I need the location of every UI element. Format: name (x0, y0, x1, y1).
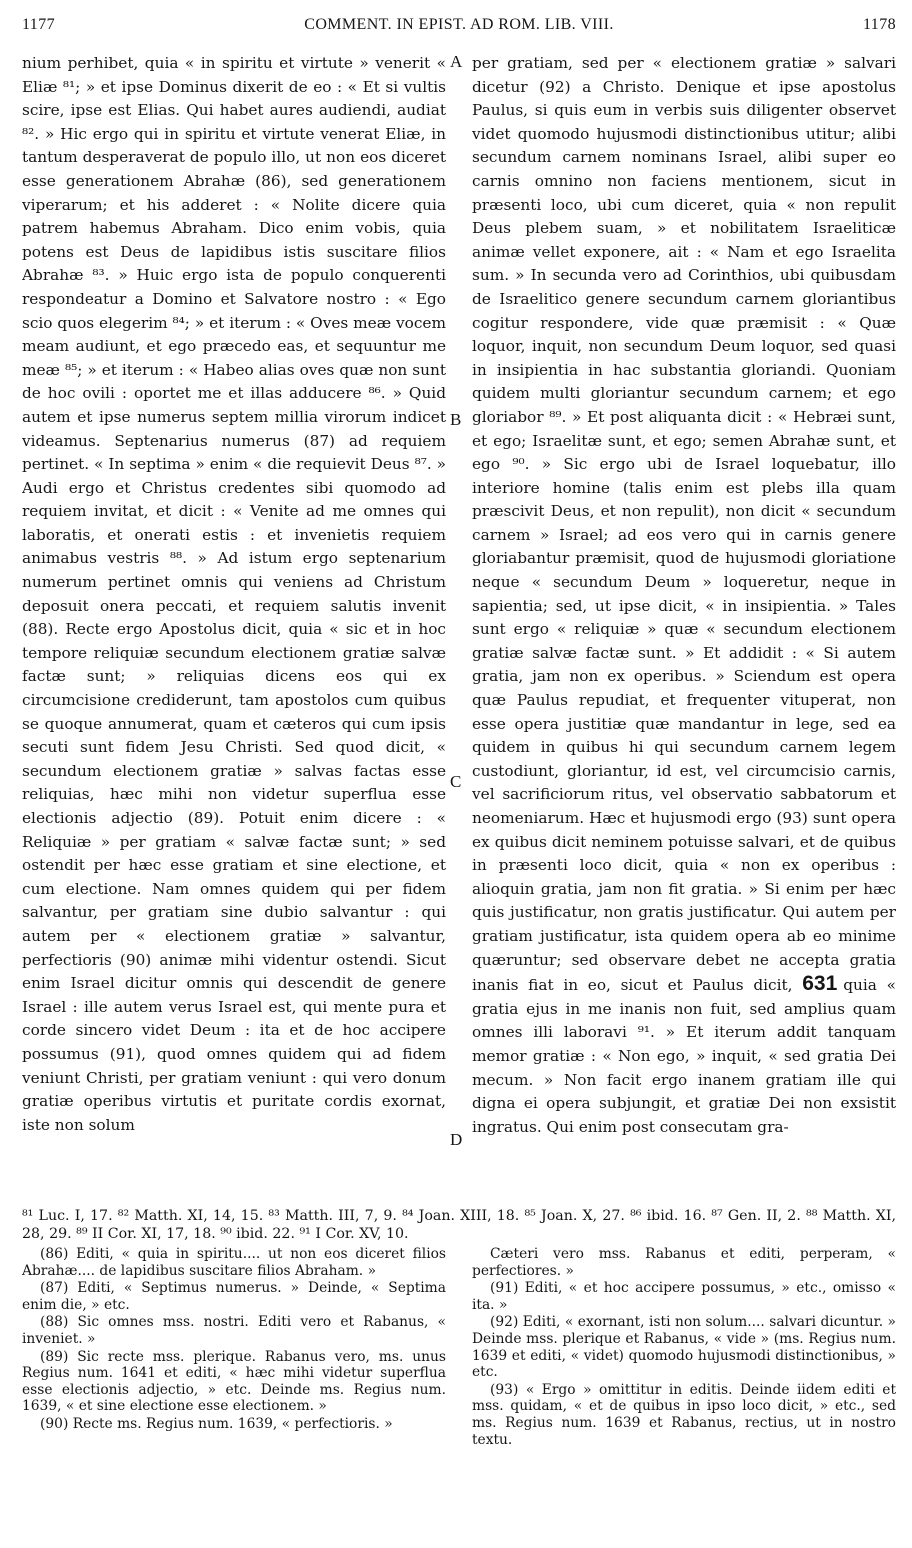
chapter-number: 631 (802, 972, 838, 996)
footnotes-left (22, 1246, 446, 1434)
left-page-number: 1177 (22, 16, 56, 33)
margin-marker-b: B (450, 410, 462, 429)
left-column-text (22, 52, 446, 1207)
margin-marker-c: C (450, 772, 462, 791)
footnote: (87) Editi, « Septimus numerus. » Deinde, « Septima enim die, » etc. (22, 1280, 446, 1313)
footnotes-right (472, 1246, 896, 1449)
right-text-after: quia « gratia ejus in me inanis non fuit, sed amplius quam omnes illi laboravi ⁹¹. » Et iterum addit tanquam memor gratiæ : « Non ego, » inquit, « sed gratia Dei mecum. » Non facit ergo inanem gratiam ille qui digna ei opera subjungit, et gratiæ Dei non exsistit ingratus. Qui enim post consecutam gra- (472, 976, 896, 1136)
footnote: (86) Editi, « quia in spiritu.... ut non eos diceret filios Abrahæ.... de lapidibus suscitare filios Abraham. » (22, 1246, 446, 1279)
margin-marker-d: D (450, 1130, 463, 1149)
footnote: (92) Editi, « exornant, isti non solum.... salvari dicuntur. » Deinde mss. plerique et Rabanus, « vide » (ms. Regius num. 1639 et editi, « videt) quomodo hujusmodi distinctionibus, » etc. (472, 1314, 896, 1381)
footnote: (88) Sic omnes mss. nostri. Editi vero et Rabanus, « inveniet. » (22, 1314, 446, 1347)
running-header (22, 16, 896, 42)
scripture-references: ⁸¹ Luc. I, 17. ⁸² Matth. XI, 14, 15. ⁸³ Matth. III, 7, 9. ⁸⁴ Joan. XIII, 18. ⁸⁵ Joan. X, 27. ⁸⁶ ibid. 16. ⁸⁷ Gen. II, 2. ⁸⁸ Matth. XI, 28, 29. ⁸⁹ II Cor. XI, 17, 18. ⁹⁰ ibid. 22. ⁹¹ I Cor. XV, 10. (22, 1208, 896, 1242)
right-column-paragraph (472, 52, 896, 1139)
footnote: (91) Editi, « et hoc accipere possumus, » etc., omisso « ita. » (472, 1280, 896, 1313)
footnote: Cæteri vero mss. Rabanus et editi, perperam, « perfectiores. » (472, 1246, 896, 1279)
margin-marker-a: A (450, 52, 463, 71)
right-column-text (472, 52, 896, 1207)
left-column-paragraph: nium perhibet, quia « in spiritu et virtute » venerit « Eliæ ⁸¹; » et ipse Dominus dixerit de eo : « Et si vultis scire, ipse est Elias. Qui habet aures audiendi, audiat ⁸². » Hic ergo qui in spiritu et virtute venerat Eliæ, in tantum desperaverat de populo illo, ut non eos diceret esse generationem Abrahæ (86), sed generationem viperarum; et his adderet : « Nolite dicere quia patrem habemus Abraham. Dico enim vobis, quia potens est Deus de lapidibus istis suscitare filios Abrahæ ⁸³. » Huic ergo ista de populo conquerenti respondeatur a Domino et Salvatore nostro : « Ego scio quos elegerim ⁸⁴; » et iterum : « Oves meæ vocem meam audiunt, et ego præcedo eas, et sequuntur me meæ ⁸⁵; » et iterum : « Habeo alias oves quæ non sunt de hoc ovili : oportet me et illas adducere ⁸⁶. » Quid autem et ipse numerus septem millia virorum indicet videamus. Septenarius numerus (87) ad requiem pertinet. « In septima » enim « die requievit Deus ⁸⁷. » Audi ergo et Christus credentes sibi quomodo ad requiem invitat, et dicit : « Venite ad me omnes qui laboratis, et onerati estis : et invenietis requiem animabus vestris ⁸⁸. » Ad istum ergo septenarium numerum pertinet omnis qui veniens ad Christum deposuit onera peccati, et requiem salutis invenit (88). Recte ergo Apostolus dicit, quia « sic et in hoc tempore reliquiæ secundum electionem gratiæ salvæ factæ sunt; » reliquias dicens eos qui ex circumcisione crediderunt, tam apostolos cum quibus se quoque annumerat, quam et cæteros qui cum ipsis secuti sunt fidem Jesu Christi. Sed quod dicit, « secundum electionem gratiæ » salvas factas esse reliquias, hæc mihi non videtur superflua esse electionis adjectio (89). Potuit enim dicere : « Reliquiæ » per gratiam « salvæ factæ sunt; » sed ostendit per hæc esse gratiam et sine electione, et cum electione. Nam omnes quidem qui per fidem salvantur, per gratiam sine dubio salvantur : qui autem per « electionem gratiæ » salvantur, perfectioris (90) animæ mihi videntur ostendi. Sicut enim Israel dicitur omnis qui descendit de genere Israel : ille autem verus Israel est, qui mente pura et corde sincero videt Deum : ita et de hoc accipere possumus (91), quod omnes quidem qui ad fidem veniunt Christi, per gratiam veniunt : qui vero donum gratiæ operibus virtutis et puritate cordis exornat, iste non solum (22, 54, 446, 1134)
footnote: (89) Sic recte mss. plerique. Rabanus vero, ms. unus Regius num. 1641 et editi, « hæc mihi videtur superflua esse electionis adjectio, » etc. Deinde ms. Regius num. 1639, « et sine electione esse electionem. » (22, 1348, 446, 1415)
running-title: COMMENT. IN EPIST. AD ROM. LIB. VIII. (304, 16, 614, 33)
footnote: (90) Recte ms. Regius num. 1639, « perfectioris. » (40, 1415, 393, 1432)
right-text-before: per gratiam, sed per « electionem gratiæ » salvari dicetur (92) a Christo. Denique et ipse apostolus Paulus, si quis eum in verbis suis diligenter observet videt quomodo hujusmodi distinctionibus utitur; alibi secundum carnem nominans Israel, alibi super eo carnis omnino non faciens mentionem, sicut in præsenti loco, ubi cum diceret, quia « non repulit Deus plebem suam, » et nobilitatem Israeliticæ animæ vellet exponere, ait : « Nam et ego Israelita sum. » In secunda vero ad Corinthios, ubi quibusdam de Israelitico genere secundum carnem gloriantibus cogitur respondere, vide quæ præmisit : « Quæ loquor, inquit, non secundum Deum loquor, sed quasi in insipientia in hac substantia gloriandi. Quoniam quidem multi gloriantur secundum carnem; et ego gloriabor ⁸⁹. » Et post aliquanta dicit : « Hebræi sunt, et ego; Israelitæ sunt, et ego; semen Abrahæ sunt, et ego ⁹⁰. » Sic ergo ubi de Israel loquebatur, illo interiore homine (talis enim est plebs illa quam præscivit Deus, et non repulit), non dicit « secundum carnem » Israel; ad eos vero qui in carnis genere gloriabantur præmisit, quod de hujusmodi gloriatione neque « secundum Deum » loqueretur, neque in sapientia; sed, ut ipse dicit, « in insipientia. » Tales sunt ergo « reliquiæ » quæ « secundum electionem gratiæ salvæ factæ sunt. » Et addidit : « Si autem gratia, jam non ex operibus. » Sciendum est opera quæ Paulus repudiat, et frequenter vituperat, non esse opera justitiæ quæ mandantur in lege, sed ea quidem in quibus hi qui secundum carnem legem custodiunt, gloriantur, id est, vel circumcisio carnis, vel sacrificiorum ritus, vel observatio sabbatorum et neomeniarum. Hæc et hujusmodi ergo (93) sunt opera ex quibus dicit neminem potuisse salvari, et de quibus in præsenti loco dicit, quia « non ex operibus : alioquin gratia, jam non fit gratia. » Si enim per hæc quis justificatur, non gratis justificatur. Qui autem per gratiam justificatur, ista quidem opera ab eo minime quæruntur; sed observare debet ne accepta gratia inanis fiat in eo, sicut et Paulus dicit, (472, 54, 896, 995)
right-page-number: 1178 (862, 16, 896, 33)
footnote: (93) « Ergo » omittitur in editis. Deinde iidem editi et mss. quidam, « et de quibus in ipso loco dicit, » etc., sed ms. Regius num. 1639 et Rabanus, rectius, ut in nostro textu. (472, 1381, 896, 1448)
